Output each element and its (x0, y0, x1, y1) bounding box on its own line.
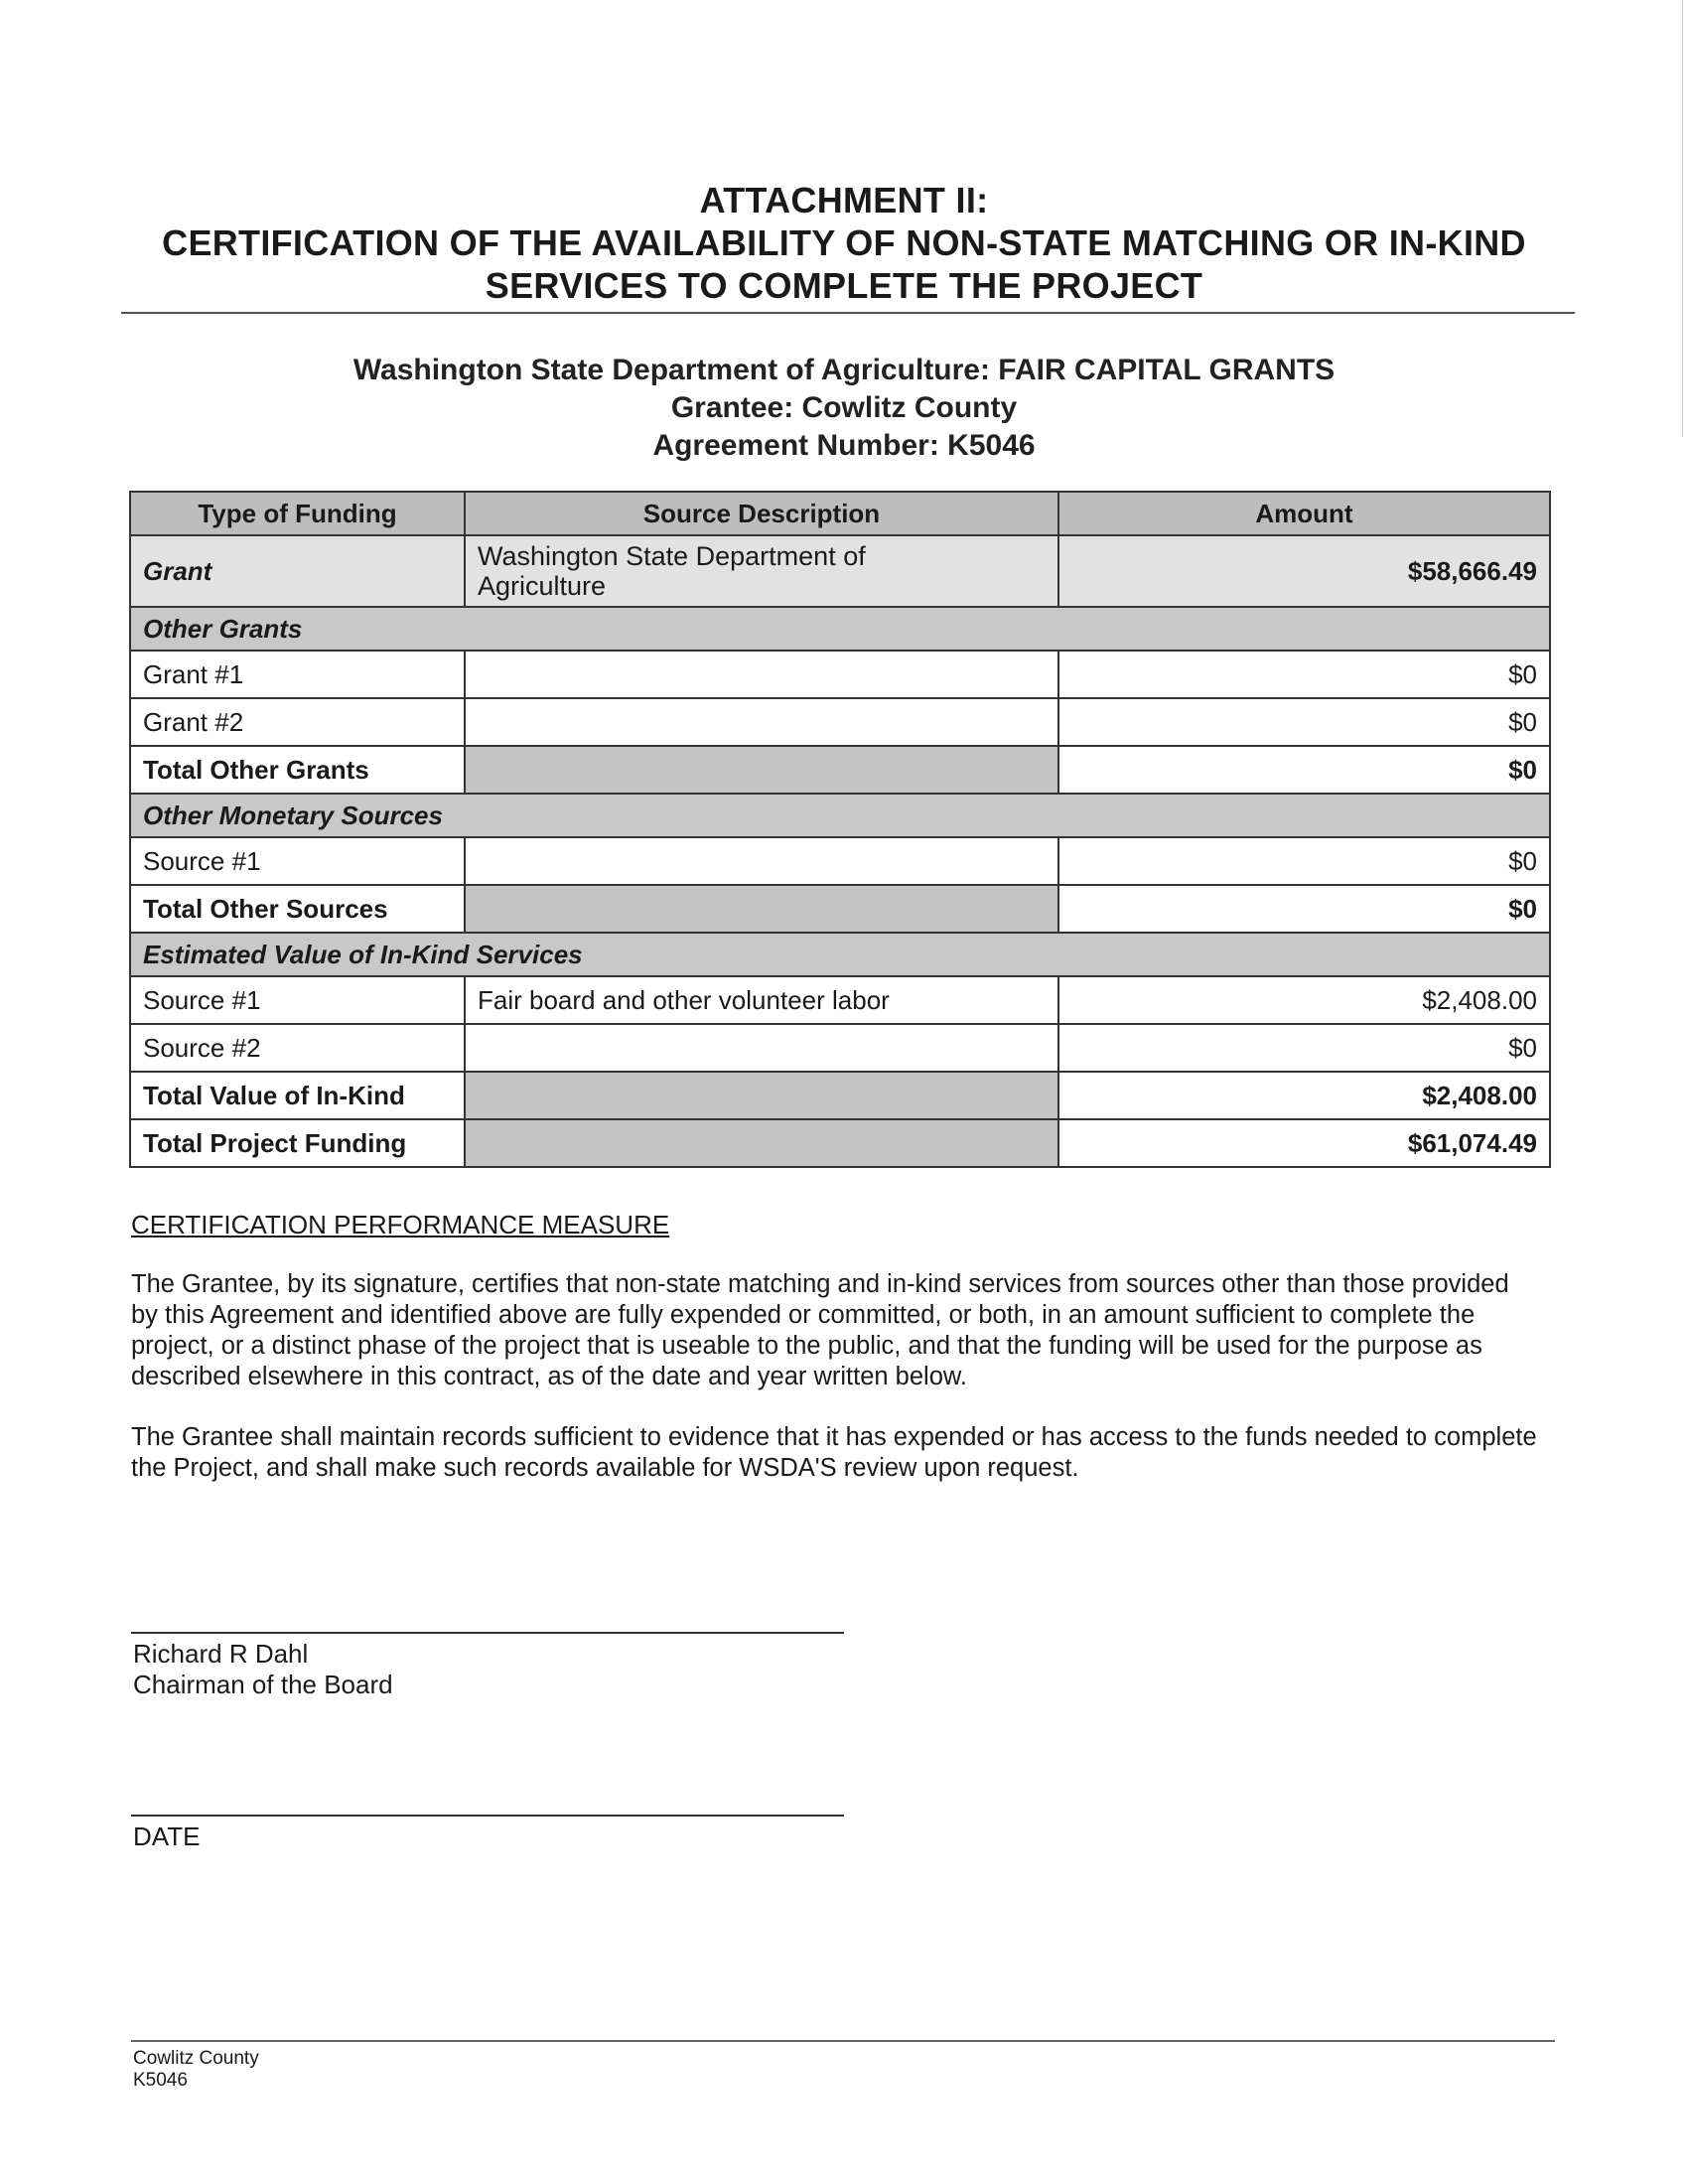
grant-source (465, 535, 1058, 607)
certification-paragraph-1: The Grantee, by its signature, certifies that non-state matching and in-kind services from sources other than those provided by this Agreement and identified above are fully expended or committed, or both, in an amount sufficient to complete the project, or a distinct phase of the project that is useable to the public, and that the funding will be used for the purpose as described elsewhere in this contract, as of the date and year written below. (131, 1270, 1509, 1390)
department-line: Washington State Department of Agriculture: FAIR CAPITAL GRANTS (352, 354, 1336, 386)
row-source: Fair board and other volunteer labor (465, 976, 1058, 1024)
header-source-description: Source Description (465, 492, 1058, 535)
row-type: Grant #2 (130, 698, 465, 746)
section-other-grants (130, 607, 1550, 651)
row-type: Source #1 (130, 837, 465, 885)
row-source-shaded (465, 1119, 1058, 1167)
scan-edge-line (1682, 0, 1683, 437)
row-amount: $2,408.00 (1058, 1072, 1550, 1119)
row-type: Total Other Sources (130, 885, 465, 933)
certification-title: CERTIFICATION PERFORMANCE MEASURE (131, 1210, 670, 1239)
row-amount: $0 (1058, 1024, 1550, 1072)
signatory-name: Richard R Dahl (133, 1639, 309, 1669)
section-label: Estimated Value of In-Kind Services (130, 933, 1550, 976)
row-type: Total Project Funding (130, 1119, 465, 1167)
table-row (130, 698, 1550, 746)
page-title (119, 179, 1569, 307)
title-line-2: CERTIFICATION OF THE AVAILABILITY OF NON-STATE MATCHING OR IN-KIND (162, 222, 1526, 263)
row-source (465, 651, 1058, 698)
row-amount: $61,074.49 (1058, 1119, 1550, 1167)
grant-amount: $58,666.49 (1058, 535, 1550, 607)
row-source-shaded (465, 885, 1058, 933)
row-amount: $0 (1058, 698, 1550, 746)
agreement-info (119, 352, 1569, 465)
title-line-3: SERVICES TO COMPLETE THE PROJECT (485, 265, 1203, 306)
row-source (465, 698, 1058, 746)
date-line (131, 1815, 844, 1817)
row-type: Total Other Grants (130, 746, 465, 794)
table-row (130, 976, 1550, 1024)
table-row-grant (130, 535, 1550, 607)
grant-source-line-1: Washington State Department of (478, 541, 866, 571)
footer (133, 2048, 259, 2092)
footer-county: Cowlitz County (133, 2048, 259, 2069)
grantee-line: Grantee: Cowlitz County (670, 391, 1018, 424)
row-type: Source #1 (130, 976, 465, 1024)
section-label: Other Grants (130, 607, 1550, 651)
section-other-monetary (130, 794, 1550, 837)
table-row-total (130, 885, 1550, 933)
footer-agreement: K5046 (133, 2070, 188, 2091)
row-amount: $2,408.00 (1058, 976, 1550, 1024)
funding-table (129, 491, 1551, 1168)
row-amount: $0 (1058, 837, 1550, 885)
title-divider (121, 312, 1575, 314)
grant-type: Grant (130, 535, 465, 607)
signatory-title: Chairman of the Board (133, 1670, 393, 1699)
row-source-shaded (465, 746, 1058, 794)
section-label: Other Monetary Sources (130, 794, 1550, 837)
row-amount: $0 (1058, 746, 1550, 794)
signature-line (131, 1632, 844, 1634)
row-amount: $0 (1058, 885, 1550, 933)
date-label: DATE (133, 1821, 201, 1851)
table-row-grand-total (130, 1119, 1550, 1167)
row-source (465, 837, 1058, 885)
header-type-of-funding: Type of Funding (130, 492, 465, 535)
row-type: Total Value of In-Kind (130, 1072, 465, 1119)
table-header-row (130, 492, 1550, 535)
table-row-total (130, 1072, 1550, 1119)
table-row (130, 1024, 1550, 1072)
signatory-block (133, 1639, 393, 1700)
row-amount: $0 (1058, 651, 1550, 698)
title-line-1: ATTACHMENT II: (699, 180, 989, 220)
grant-source-line-2: Agriculture (478, 571, 607, 601)
row-type: Source #2 (130, 1024, 465, 1072)
table-row (130, 837, 1550, 885)
table-row (130, 651, 1550, 698)
certification-paragraph-2: The Grantee shall maintain records sufficient to evidence that it has expended or has access to the funds needed to complete the Project, and shall make such records available for WSDA'S review upon request. (131, 1423, 1537, 1482)
row-source (465, 1024, 1058, 1072)
section-in-kind (130, 933, 1550, 976)
footer-divider (131, 2040, 1555, 2042)
header-amount: Amount (1058, 492, 1550, 535)
row-source-shaded (465, 1072, 1058, 1119)
agreement-number-line: Agreement Number: K5046 (652, 429, 1036, 462)
row-type: Grant #1 (130, 651, 465, 698)
table-row-total (130, 746, 1550, 794)
